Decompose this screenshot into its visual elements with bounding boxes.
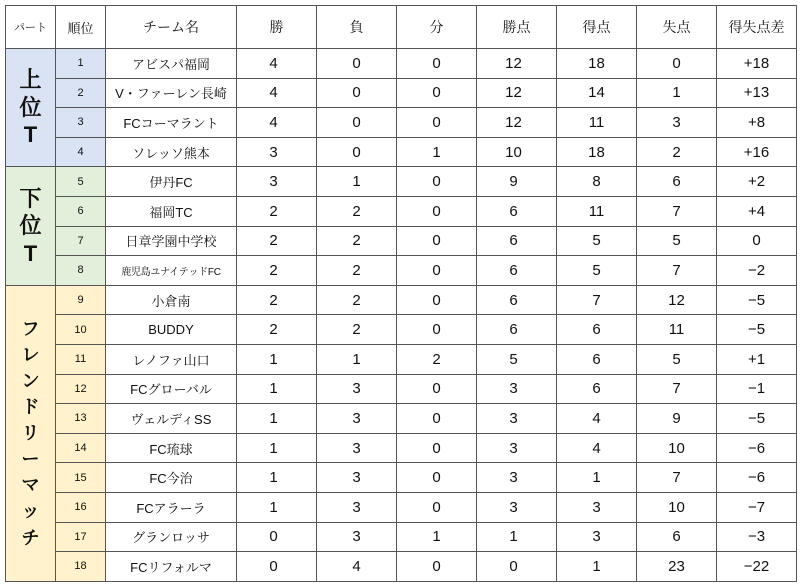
group-label-char: チ — [21, 527, 40, 548]
header-draws: 分 — [397, 6, 477, 49]
wins-cell: 1 — [237, 344, 317, 374]
group-label-char: レ — [21, 344, 40, 365]
draws-cell: 0 — [397, 315, 477, 345]
team-name-cell: FCコーマラント — [106, 108, 237, 138]
wins-cell: 1 — [237, 433, 317, 463]
goal-diff-cell: −3 — [717, 522, 797, 552]
points-cell: 3 — [477, 404, 557, 434]
wins-cell: 0 — [237, 522, 317, 552]
losses-cell: 0 — [317, 49, 397, 79]
header-goal-diff: 得失点差 — [717, 6, 797, 49]
rank-cell: 4 — [56, 137, 106, 167]
goals-against-cell: 12 — [637, 285, 717, 315]
table-row — [6, 315, 797, 345]
team-name-cell: FCアラーラ — [106, 492, 237, 522]
goal-diff-cell: −5 — [717, 315, 797, 345]
goal-diff-cell: +1 — [717, 344, 797, 374]
header-part: パート — [6, 6, 56, 49]
table-row — [6, 78, 797, 108]
goals-against-cell: 23 — [637, 552, 717, 582]
points-cell: 5 — [477, 344, 557, 374]
draws-cell: 0 — [397, 492, 477, 522]
rank-cell: 6 — [56, 196, 106, 226]
points-cell: 3 — [477, 433, 557, 463]
rank-cell: 17 — [56, 522, 106, 552]
losses-cell: 2 — [317, 226, 397, 256]
table-row — [6, 108, 797, 138]
rank-cell: 9 — [56, 285, 106, 315]
goals-for-cell: 7 — [557, 285, 637, 315]
goal-diff-cell: +4 — [717, 196, 797, 226]
rank-cell: 8 — [56, 256, 106, 286]
table-row — [6, 374, 797, 404]
losses-cell: 2 — [317, 285, 397, 315]
team-name-cell: 小倉南 — [106, 285, 237, 315]
standings-container — [5, 5, 797, 582]
group-label-char: ッ — [21, 501, 40, 522]
wins-cell: 2 — [237, 256, 317, 286]
losses-cell: 1 — [317, 344, 397, 374]
goal-diff-cell: −6 — [717, 463, 797, 493]
goals-against-cell: 3 — [637, 108, 717, 138]
group-label-char: ド — [21, 397, 40, 418]
points-cell: 6 — [477, 256, 557, 286]
wins-cell: 4 — [237, 49, 317, 79]
goals-for-cell: 3 — [557, 492, 637, 522]
goals-against-cell: 1 — [637, 78, 717, 108]
points-cell: 3 — [477, 374, 557, 404]
team-name-cell: FC琉球 — [106, 433, 237, 463]
goals-against-cell: 9 — [637, 404, 717, 434]
goal-diff-cell: −7 — [717, 492, 797, 522]
points-cell: 10 — [477, 137, 557, 167]
header-wins: 勝 — [237, 6, 317, 49]
draws-cell: 0 — [397, 49, 477, 79]
group-label-char: ン — [21, 370, 40, 391]
team-name-cell: V・ファーレン長崎 — [106, 78, 237, 108]
points-cell: 6 — [477, 315, 557, 345]
points-cell: 9 — [477, 167, 557, 197]
goal-diff-cell: +18 — [717, 49, 797, 79]
goals-against-cell: 0 — [637, 49, 717, 79]
rank-cell: 3 — [56, 108, 106, 138]
goal-diff-cell: −5 — [717, 285, 797, 315]
group-label-char: ー — [21, 449, 40, 470]
rank-cell: 18 — [56, 552, 106, 582]
draws-cell: 0 — [397, 226, 477, 256]
losses-cell: 2 — [317, 315, 397, 345]
team-name-cell: 鹿児島ユナイテッドFC — [106, 256, 237, 286]
draws-cell: 1 — [397, 522, 477, 552]
goals-for-cell: 1 — [557, 463, 637, 493]
table-row — [6, 167, 797, 197]
wins-cell: 4 — [237, 108, 317, 138]
points-cell: 3 — [477, 492, 557, 522]
draws-cell: 0 — [397, 463, 477, 493]
rank-cell: 1 — [56, 49, 106, 79]
table-row — [6, 49, 797, 79]
goal-diff-cell: 0 — [717, 226, 797, 256]
losses-cell: 3 — [317, 492, 397, 522]
points-cell: 6 — [477, 226, 557, 256]
wins-cell: 1 — [237, 404, 317, 434]
goals-against-cell: 2 — [637, 137, 717, 167]
goals-for-cell: 6 — [557, 374, 637, 404]
table-row — [6, 196, 797, 226]
header-rank: 順位 — [56, 6, 106, 49]
table-row — [6, 522, 797, 552]
group-label-char: マ — [21, 475, 40, 496]
wins-cell: 2 — [237, 315, 317, 345]
draws-cell: 0 — [397, 374, 477, 404]
header-goals-for: 得点 — [557, 6, 637, 49]
wins-cell: 3 — [237, 167, 317, 197]
rank-cell: 14 — [56, 433, 106, 463]
losses-cell: 3 — [317, 374, 397, 404]
goals-for-cell: 18 — [557, 137, 637, 167]
rank-cell: 11 — [56, 344, 106, 374]
goals-against-cell: 6 — [637, 522, 717, 552]
points-cell: 3 — [477, 463, 557, 493]
group-label-char: 上 — [19, 67, 42, 93]
goals-against-cell: 7 — [637, 463, 717, 493]
rank-cell: 5 — [56, 167, 106, 197]
goal-diff-cell: +8 — [717, 108, 797, 138]
goals-against-cell: 10 — [637, 433, 717, 463]
losses-cell: 3 — [317, 433, 397, 463]
losses-cell: 3 — [317, 404, 397, 434]
header-goals-against: 失点 — [637, 6, 717, 49]
goals-for-cell: 6 — [557, 344, 637, 374]
wins-cell: 0 — [237, 552, 317, 582]
goal-diff-cell: −1 — [717, 374, 797, 404]
team-name-cell: ヴェルディSS — [106, 404, 237, 434]
wins-cell: 2 — [237, 226, 317, 256]
table-row — [6, 552, 797, 582]
goals-against-cell: 7 — [637, 196, 717, 226]
table-row — [6, 492, 797, 522]
header-losses: 負 — [317, 6, 397, 49]
goal-diff-cell: −5 — [717, 404, 797, 434]
goals-for-cell: 6 — [557, 315, 637, 345]
group-label-char: 下 — [19, 185, 42, 211]
points-cell: 12 — [477, 78, 557, 108]
wins-cell: 1 — [237, 463, 317, 493]
losses-cell: 0 — [317, 137, 397, 167]
goal-diff-cell: +2 — [717, 167, 797, 197]
goals-for-cell: 4 — [557, 433, 637, 463]
team-name-cell: アビスパ福岡 — [106, 49, 237, 79]
table-row — [6, 285, 797, 315]
team-name-cell: FC今治 — [106, 463, 237, 493]
table-row — [6, 433, 797, 463]
draws-cell: 0 — [397, 433, 477, 463]
draws-cell: 2 — [397, 344, 477, 374]
rank-cell: 2 — [56, 78, 106, 108]
header-team: チーム名 — [106, 6, 237, 49]
team-name-cell: グランロッサ — [106, 522, 237, 552]
draws-cell: 0 — [397, 256, 477, 286]
losses-cell: 3 — [317, 522, 397, 552]
losses-cell: 4 — [317, 552, 397, 582]
goals-for-cell: 5 — [557, 226, 637, 256]
points-cell: 12 — [477, 49, 557, 79]
draws-cell: 0 — [397, 108, 477, 138]
table-row — [6, 404, 797, 434]
table-row — [6, 226, 797, 256]
standings-table — [5, 5, 797, 582]
draws-cell: 0 — [397, 552, 477, 582]
losses-cell: 2 — [317, 196, 397, 226]
goals-for-cell: 18 — [557, 49, 637, 79]
goals-for-cell: 3 — [557, 522, 637, 552]
rank-cell: 10 — [56, 315, 106, 345]
goals-for-cell: 1 — [557, 552, 637, 582]
goal-diff-cell: +13 — [717, 78, 797, 108]
wins-cell: 1 — [237, 374, 317, 404]
group-label-char: リ — [21, 423, 40, 444]
goals-for-cell: 11 — [557, 196, 637, 226]
goals-against-cell: 10 — [637, 492, 717, 522]
goals-for-cell: 8 — [557, 167, 637, 197]
goals-against-cell: 7 — [637, 374, 717, 404]
team-name-cell: 伊丹FC — [106, 167, 237, 197]
losses-cell: 1 — [317, 167, 397, 197]
goals-for-cell: 4 — [557, 404, 637, 434]
goal-diff-cell: −2 — [717, 256, 797, 286]
group-label — [6, 285, 56, 581]
table-row — [6, 463, 797, 493]
group-label-char: 位 — [19, 213, 42, 239]
header-points: 勝点 — [477, 6, 557, 49]
goals-for-cell: 11 — [557, 108, 637, 138]
goal-diff-cell: −22 — [717, 552, 797, 582]
losses-cell: 3 — [317, 463, 397, 493]
points-cell: 0 — [477, 552, 557, 582]
team-name-cell: ソレッソ熊本 — [106, 137, 237, 167]
wins-cell: 3 — [237, 137, 317, 167]
table-row — [6, 256, 797, 286]
group-label-char: フ — [21, 318, 40, 339]
goals-against-cell: 5 — [637, 226, 717, 256]
goals-against-cell: 11 — [637, 315, 717, 345]
team-name-cell: FCリフォルマ — [106, 552, 237, 582]
team-name-cell: 日章学園中学校 — [106, 226, 237, 256]
goals-for-cell: 5 — [557, 256, 637, 286]
group-label-char: 位 — [19, 94, 42, 120]
losses-cell: 0 — [317, 78, 397, 108]
header-row — [6, 6, 797, 49]
rank-cell: 13 — [56, 404, 106, 434]
draws-cell: 0 — [397, 167, 477, 197]
group-label-char: T — [23, 240, 38, 266]
draws-cell: 0 — [397, 285, 477, 315]
points-cell: 12 — [477, 108, 557, 138]
group-label — [6, 167, 56, 285]
table-row — [6, 344, 797, 374]
draws-cell: 0 — [397, 78, 477, 108]
rank-cell: 16 — [56, 492, 106, 522]
points-cell: 6 — [477, 285, 557, 315]
rank-cell: 7 — [56, 226, 106, 256]
goal-diff-cell: +16 — [717, 137, 797, 167]
goal-diff-cell: −6 — [717, 433, 797, 463]
points-cell: 6 — [477, 196, 557, 226]
draws-cell: 1 — [397, 137, 477, 167]
group-label — [6, 49, 56, 167]
rank-cell: 12 — [56, 374, 106, 404]
table-row — [6, 137, 797, 167]
rank-cell: 15 — [56, 463, 106, 493]
draws-cell: 0 — [397, 196, 477, 226]
team-name-cell: BUDDY — [106, 315, 237, 345]
wins-cell: 1 — [237, 492, 317, 522]
goals-against-cell: 7 — [637, 256, 717, 286]
losses-cell: 0 — [317, 108, 397, 138]
group-label-char: T — [23, 122, 38, 148]
goals-against-cell: 6 — [637, 167, 717, 197]
team-name-cell: 福岡TC — [106, 196, 237, 226]
team-name-cell: レノファ山口 — [106, 344, 237, 374]
standings-body — [6, 49, 797, 582]
team-name-cell: FCグローバル — [106, 374, 237, 404]
goals-against-cell: 5 — [637, 344, 717, 374]
wins-cell: 2 — [237, 196, 317, 226]
goals-for-cell: 14 — [557, 78, 637, 108]
losses-cell: 2 — [317, 256, 397, 286]
draws-cell: 0 — [397, 404, 477, 434]
points-cell: 1 — [477, 522, 557, 552]
wins-cell: 4 — [237, 78, 317, 108]
wins-cell: 2 — [237, 285, 317, 315]
